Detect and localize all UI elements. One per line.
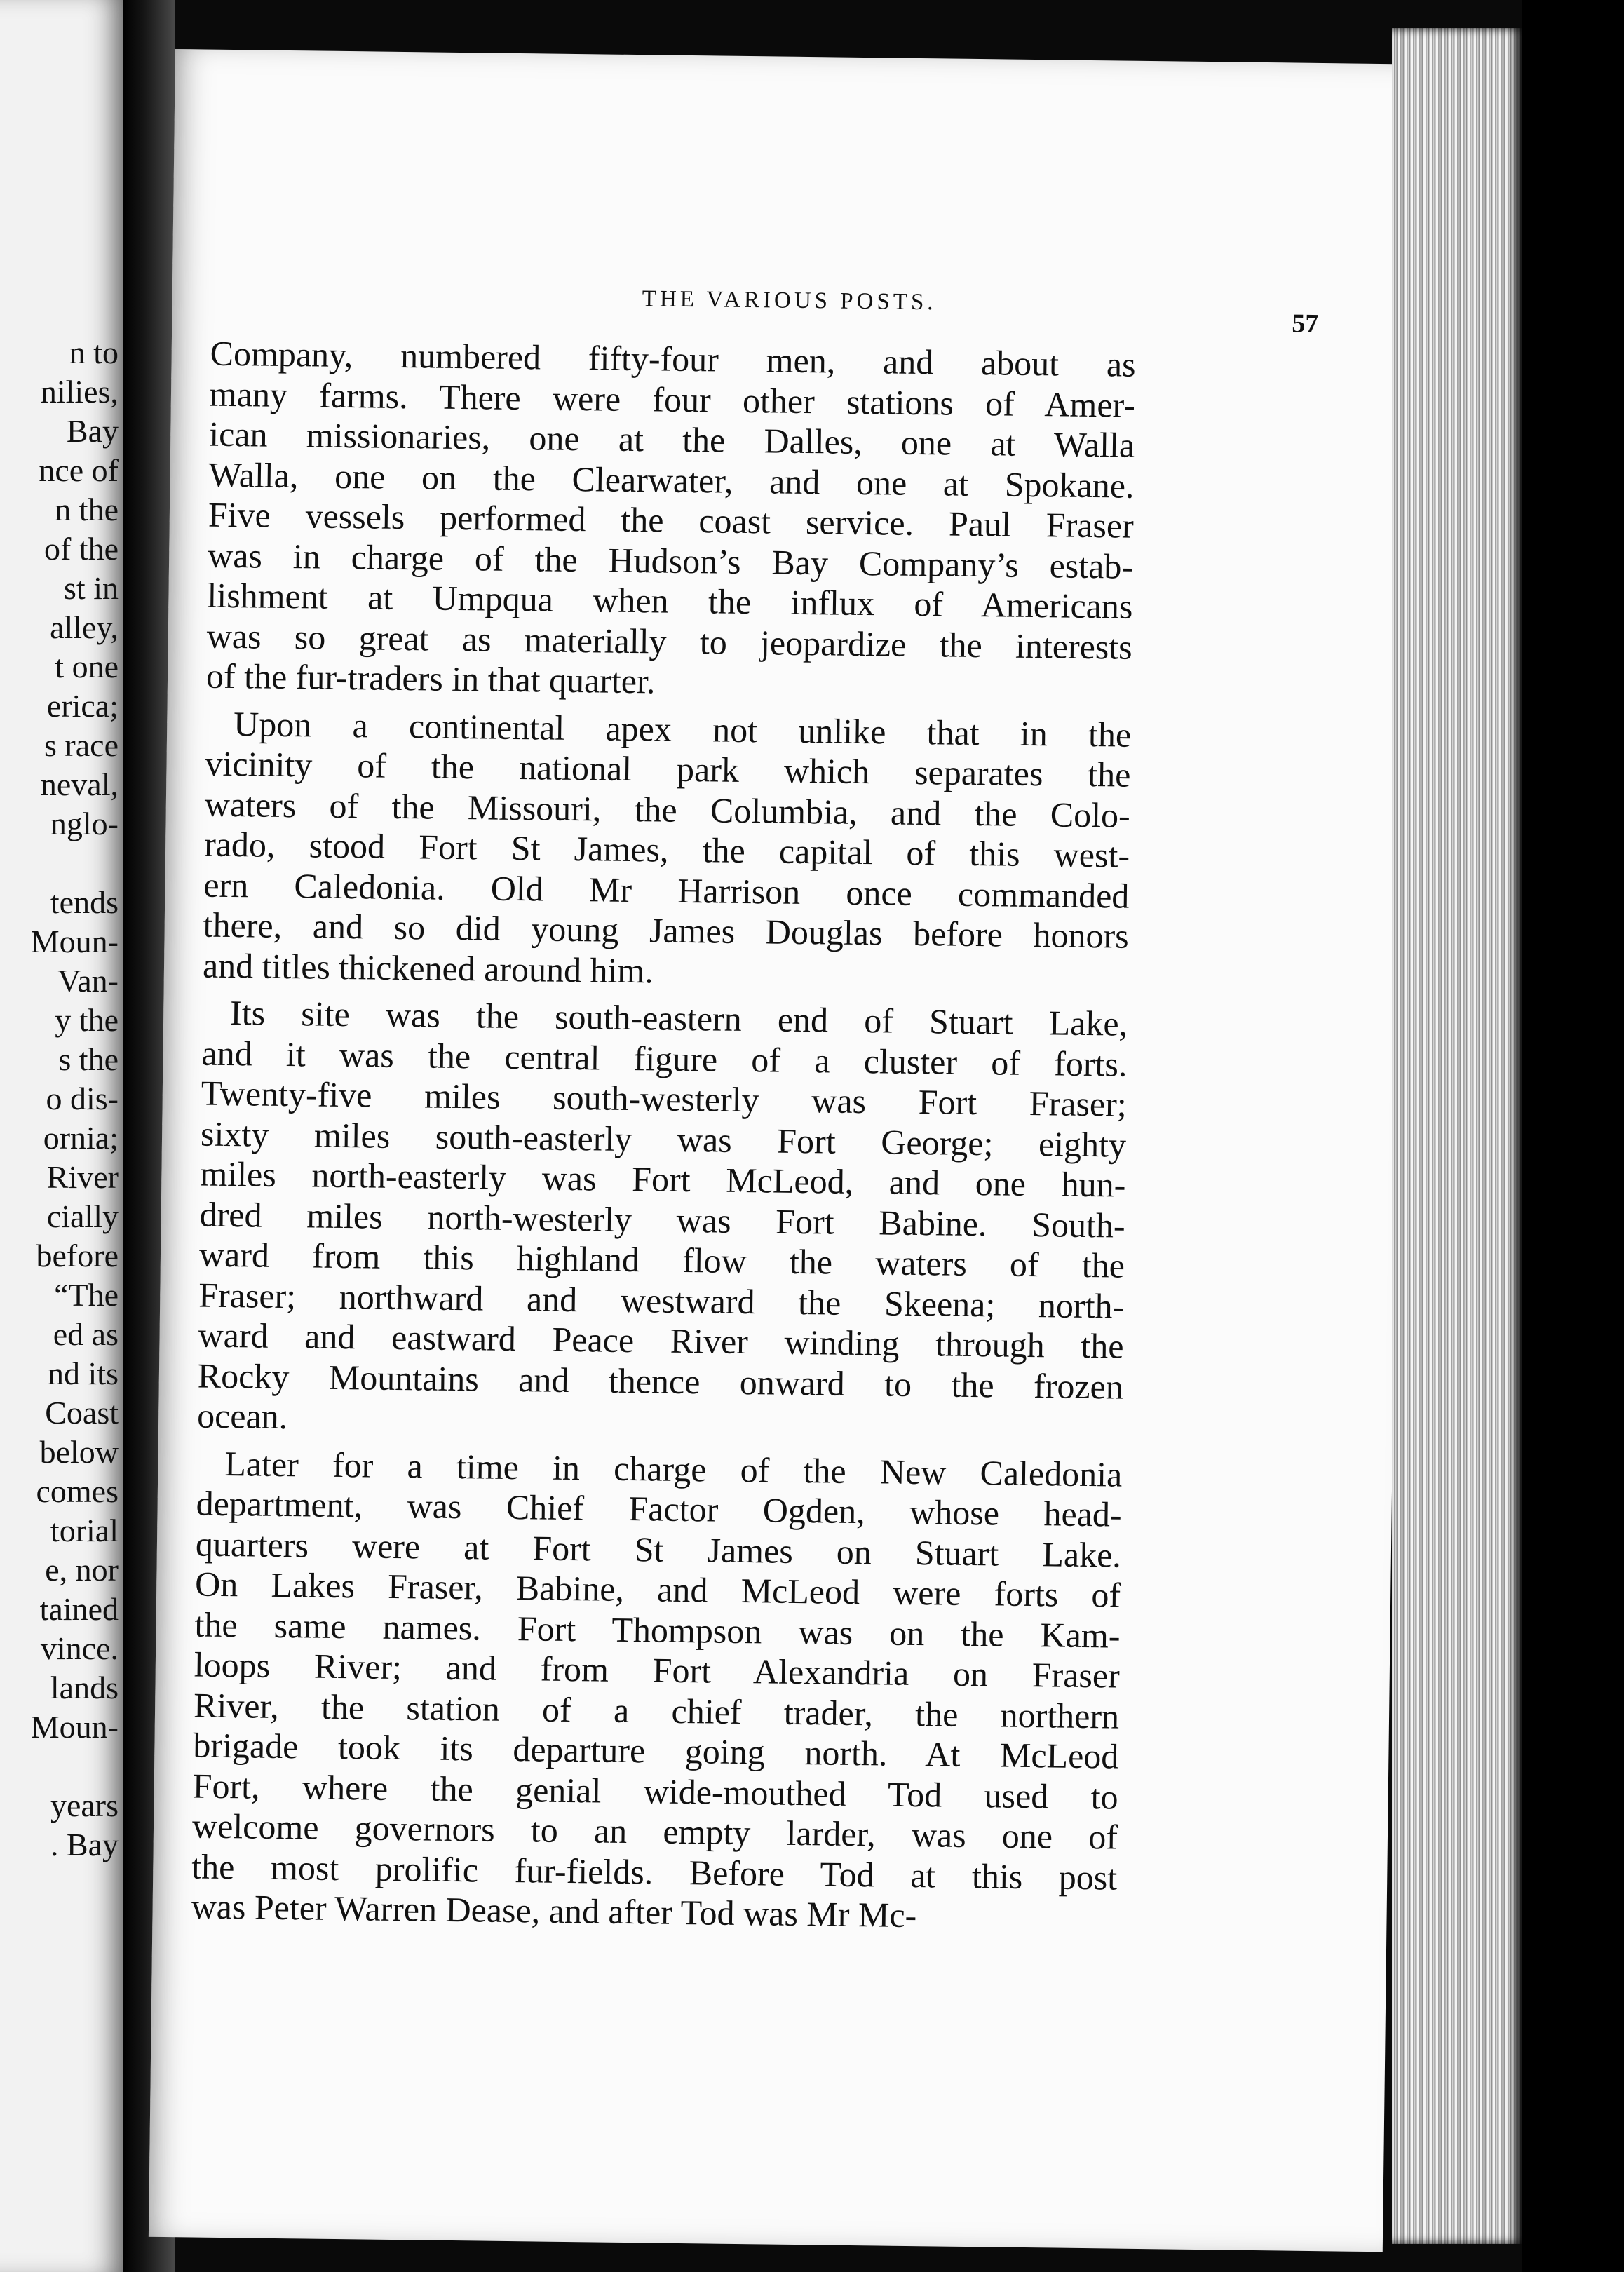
- text-line: ward and eastward Peace River winding through the: [198, 1315, 1124, 1366]
- facing-page-line: below: [39, 1434, 119, 1470]
- paragraph: [197, 993, 1128, 1448]
- facing-page-line: nglo-: [50, 806, 119, 841]
- facing-page-line: comes: [36, 1473, 119, 1509]
- text-line: and it was the central figure of a cluster of forts.: [201, 1033, 1128, 1084]
- text-line: Company, numbered fifty-four men, and about as: [210, 333, 1136, 384]
- scan-background: [1522, 0, 1624, 2272]
- facing-page-line: t one: [55, 649, 119, 684]
- facing-page-line: s race: [44, 727, 119, 763]
- facing-page-line: Bay: [66, 413, 119, 449]
- facing-page-line: lands: [50, 1670, 119, 1705]
- page-edges: [1392, 28, 1522, 2244]
- text-line: was Peter Warren Dease, and after Tod was Mr Mc-: [191, 1886, 917, 1935]
- facing-page-line: “The: [54, 1277, 119, 1313]
- facing-page-line: Moun-: [30, 1709, 119, 1745]
- text-line: was in charge of the Hudson’s Bay Company’s estab-: [207, 535, 1134, 586]
- facing-page-line: Moun-: [30, 924, 119, 959]
- text-line: brigade took its departure going north. At McLeod: [193, 1725, 1119, 1776]
- text-line: River, the station of a chief trader, the northern: [193, 1684, 1120, 1736]
- facing-page-line: nd its: [48, 1355, 119, 1391]
- text-line: waters of the Missouri, the Columbia, and the Colo-: [204, 784, 1131, 835]
- text-line: dred miles north-westerly was Fort Babine. South-: [199, 1194, 1125, 1245]
- text-line: Twenty-five miles south-westerly was Fort Fraser;: [201, 1073, 1128, 1124]
- text-line: the same names. Fort Thompson was on the Kam-: [194, 1604, 1121, 1656]
- facing-page-line: years: [50, 1787, 119, 1823]
- facing-page-line: nce of: [39, 452, 119, 488]
- facing-page-line: y the: [55, 1002, 119, 1038]
- text-line: Walla, one on the Clearwater, and one at Spokane.: [208, 454, 1135, 506]
- text-line: Rocky Mountains and thence onward to the frozen: [197, 1355, 1124, 1407]
- facing-page-line: ornia;: [43, 1120, 119, 1156]
- body-text: [191, 334, 1136, 1938]
- facing-page-line: e, nor: [45, 1552, 119, 1588]
- text-line: of the fur-traders in that quarter.: [205, 656, 656, 701]
- facing-page-line: vince.: [40, 1630, 119, 1666]
- book-page: [149, 49, 1409, 2252]
- facing-page-line: River: [46, 1159, 119, 1195]
- facing-page-line: cially: [46, 1198, 119, 1234]
- text-line: department, was Chief Factor Ogden, whose head-: [196, 1483, 1122, 1534]
- paragraph: [191, 1443, 1122, 1938]
- text-line: ern Caledonia. Old Mr Harrison once commanded: [203, 865, 1130, 916]
- facing-page-line: nilies,: [40, 374, 119, 410]
- text-line: lishment at Umpqua when the influx of Americans: [207, 575, 1133, 626]
- text-line: Upon a continental apex not unlike that in the: [233, 703, 1132, 755]
- text-line: welcome governors to an empty larder, was one of: [191, 1806, 1118, 1857]
- text-line: On Lakes Fraser, Babine, and McLeod were forts of: [194, 1564, 1121, 1615]
- text-line: Its site was the south-eastern end of Stuart Lake,: [229, 993, 1128, 1043]
- facing-page-fragment: [0, 0, 123, 2272]
- facing-page-line: n to: [69, 334, 119, 370]
- paragraph: [203, 703, 1132, 997]
- facing-page-line: Coast: [45, 1395, 119, 1431]
- text-line: ocean.: [196, 1395, 288, 1437]
- text-line: miles north-easterly was Fort McLeod, and one hun-: [200, 1154, 1126, 1205]
- facing-page-line: erica;: [46, 688, 119, 724]
- facing-page-line: tained: [39, 1591, 119, 1627]
- facing-page-line: . Bay: [50, 1827, 119, 1862]
- text-line: sixty miles south-easterly was Fort George; eighty: [200, 1114, 1127, 1165]
- facing-page-line: torial: [50, 1513, 119, 1548]
- text-line: the most prolific fur-fields. Before Tod at this post: [191, 1846, 1118, 1898]
- text-line: quarters were at Fort St James on Stuart Lake.: [195, 1524, 1122, 1575]
- page-number: 57: [1292, 309, 1319, 339]
- text-line: and titles thickened around him.: [202, 945, 654, 990]
- text-line: there, and so did young James Douglas before honors: [203, 905, 1129, 956]
- facing-page-line: s the: [58, 1041, 119, 1077]
- running-head: THE VARIOUS POSTS.: [642, 286, 937, 316]
- text-line: Five vessels performed the coast service. Paul Fraser: [208, 494, 1135, 546]
- text-line: Fraser; northward and westward the Skeena; north-: [198, 1275, 1125, 1326]
- facing-page-line: n the: [55, 492, 119, 527]
- text-line: vicinity of the national park which separates the: [205, 743, 1131, 794]
- text-line: Fort, where the genial wide-mouthed Tod used to: [192, 1765, 1118, 1817]
- facing-page-line: before: [36, 1238, 119, 1273]
- text-line: ican missionaries, one at the Dalles, one at Walla: [208, 414, 1135, 465]
- facing-page-line: tends: [50, 884, 119, 920]
- text-line: ward from this highland flow the waters of the: [198, 1234, 1125, 1285]
- facing-page-line: Van-: [57, 963, 119, 999]
- paragraph: [206, 334, 1136, 708]
- facing-page-line: st in: [64, 570, 119, 606]
- text-line: rado, stood Fort St James, the capital of this west-: [203, 824, 1130, 875]
- facing-page-line: ed as: [53, 1316, 119, 1352]
- facing-page-line: of the: [43, 531, 119, 567]
- facing-page-line: o dis-: [46, 1081, 119, 1116]
- text-line: was so great as materially to jeopardize the interests: [206, 616, 1133, 667]
- facing-page-line: alley,: [50, 609, 119, 645]
- facing-page-line: neval,: [40, 766, 119, 802]
- text-line: many farms. There were four other stations of Amer-: [209, 374, 1136, 425]
- text-line: loops River; and from Fort Alexandria on Fraser: [194, 1644, 1121, 1696]
- text-line: Later for a time in charge of the New Caledonia: [224, 1443, 1123, 1494]
